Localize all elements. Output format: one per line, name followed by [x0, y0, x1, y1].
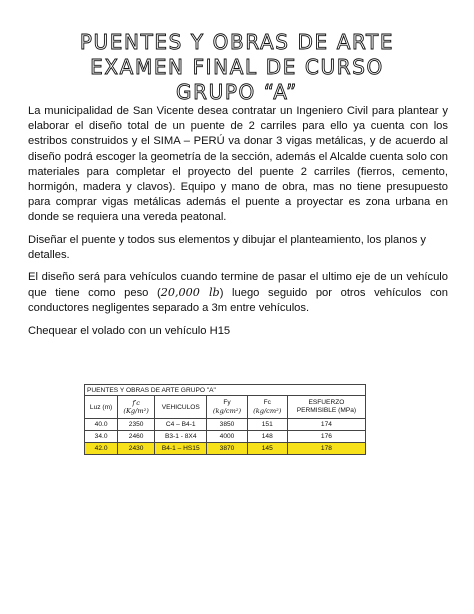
title-line-3: GRUPO “A” [176, 80, 298, 104]
table-row-highlighted [85, 443, 366, 455]
paragraph-design: Diseñar el puente y todos sus elementos y dibujar el planteamiento, los planos y detalles. [28, 233, 427, 261]
header-fc2-unit: (kg/cm²) [253, 407, 282, 415]
header-fc-label: f′c [132, 399, 140, 407]
cell-fy: 3850 [207, 419, 247, 431]
paragraph-vehicle [28, 270, 448, 317]
header-fy [207, 396, 247, 419]
header-esfuerzo-unit: PERMISIBLE (MPa) [296, 407, 357, 414]
header-esfuerzo-label: ESFUERZO [308, 399, 345, 406]
paragraph-check: Chequear el volado con un vehículo H15 [28, 324, 231, 337]
cell-luz: 42.0 [85, 443, 118, 455]
cell-fy: 4000 [207, 431, 247, 443]
header-fc-unit: (Kg/m²) [123, 407, 149, 415]
cell-vehiculos: B3-1 - 8X4 [155, 431, 207, 443]
title-line-2: EXAMEN FINAL DE CURSO [90, 55, 384, 79]
paragraph-intro: La municipalidad de San Vicente desea contratar un Ingeniero Civil para plantear y elaborar el diseño total de un puente de 2 carriles para ello ya cuenta con los estribos construidos y el SIMA – PERÚ va donar 3 vigas metálicas, y de acuerdo al diseño podrá escoger la geometría de la sección, además el Alcalde cuenta solo con materiales para completar el proyecto del puente 2 carriles (fierros, cemento, hormigón, madera y clavos). Equipo y mano de obra, mas no tiene presupuesto para comprar vigas metálicas además el puente a proyectar es zona urbana en donde se requiera una vereda peatonal. [28, 105, 448, 224]
cell-fc2: 145 [247, 443, 287, 455]
paragraph-vehicle-a: El diseño será para vehículos cuando termine de pasar el ultimo eje de un vehículo que tiene como peso ( [28, 271, 448, 300]
paragraph-vehicle-b: ) luego seguido por otros vehículos con conductores negligentes separado a 3m entre vehículos. [28, 287, 449, 315]
cell-fc: 2350 [118, 419, 155, 431]
header-luz: Luz (m) [85, 396, 118, 419]
cell-vehiculos: B4-1 – HS15 [155, 443, 207, 455]
cell-esfuerzo: 178 [287, 443, 365, 455]
cell-fc: 2460 [118, 431, 155, 443]
table-row [85, 431, 366, 443]
header-fc [118, 396, 155, 419]
cell-fy: 3870 [207, 443, 247, 455]
cell-esfuerzo: 176 [287, 431, 365, 443]
cell-fc: 2430 [118, 443, 155, 455]
header-fy-unit: (kg/cm²) [212, 407, 242, 415]
cell-luz: 34.0 [85, 431, 118, 443]
header-esfuerzo [287, 396, 365, 419]
cell-fc2: 151 [247, 419, 287, 431]
header-fc2 [247, 396, 287, 419]
cell-vehiculos: C4 – B4-1 [155, 419, 207, 431]
header-fc2-label: Fc [263, 399, 271, 406]
data-table [84, 384, 366, 455]
title-line-1: PUENTES Y OBRAS DE ARTE [79, 30, 395, 54]
title-block [0, 30, 474, 105]
body-text [28, 104, 448, 346]
cell-esfuerzo: 174 [287, 419, 365, 431]
header-vehiculos: VEHICULOS [155, 396, 207, 419]
cell-luz: 40.0 [85, 419, 118, 431]
table-header-row [85, 396, 366, 419]
vehicle-weight: 20,000 lb [160, 286, 220, 300]
table-caption: PUENTES Y OBRAS DE ARTE GRUPO "A" [85, 385, 366, 396]
cell-fc2: 148 [247, 431, 287, 443]
table-row [85, 419, 366, 431]
header-fy-label: Fy [223, 399, 231, 406]
